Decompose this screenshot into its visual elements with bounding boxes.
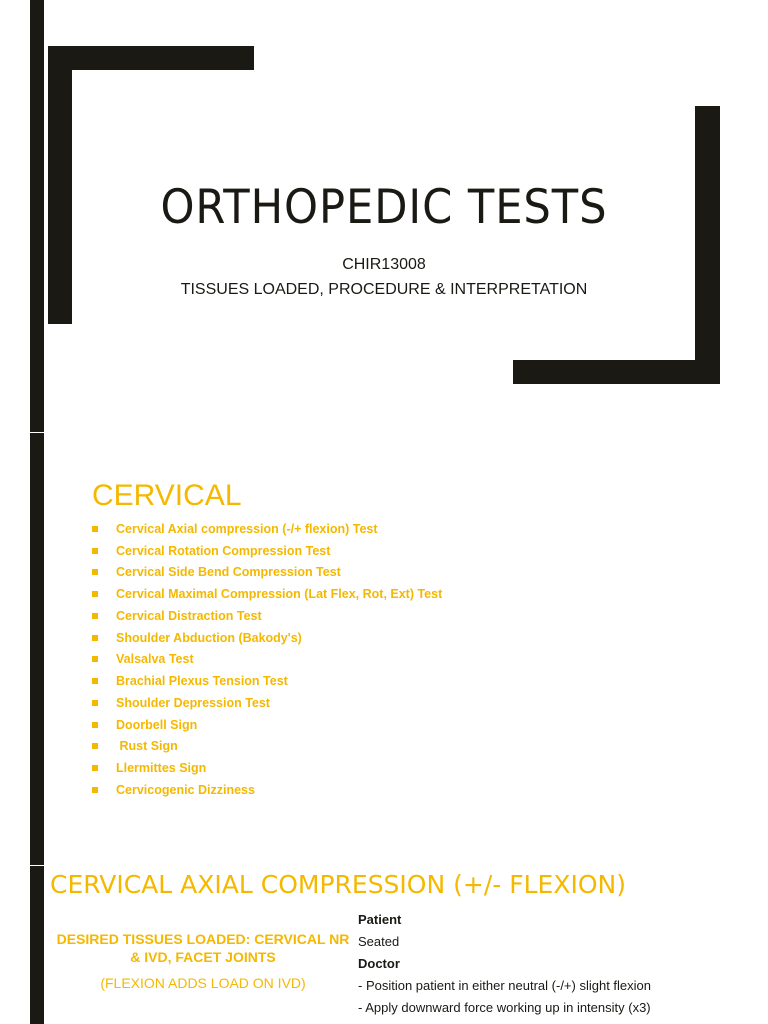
- square-bullet-icon: [92, 569, 98, 575]
- procedure-panel: [358, 912, 758, 1022]
- square-bullet-icon: [92, 678, 98, 684]
- list-item-label: Llermittes Sign: [116, 761, 207, 776]
- list-item-label: Cervical Maximal Compression (Lat Flex, Rot, Ext) Test: [116, 587, 443, 602]
- axial-compression-slide: [0, 866, 768, 1024]
- title-slide: [0, 0, 768, 432]
- square-bullet-icon: [92, 787, 98, 793]
- patient-label: Patient: [358, 912, 402, 927]
- square-bullet-icon: [92, 548, 98, 554]
- square-bullet-icon: [92, 591, 98, 597]
- list-item: [92, 670, 442, 692]
- bracket-bottom-right-vertical: [695, 106, 720, 384]
- square-bullet-icon: [92, 656, 98, 662]
- page-title: ORTHOPEDIC TESTS: [160, 180, 608, 235]
- doctor-step: - Apply downward force working up in intensity (x3): [358, 1000, 651, 1015]
- list-item: [92, 518, 442, 540]
- tissues-loaded-text: DESIRED TISSUES LOADED: CERVICAL NR & IVD, FACET JOINTS: [56, 931, 350, 965]
- list-item-label: Cervical Side Bend Compression Test: [116, 565, 341, 580]
- list-item: [92, 757, 442, 779]
- square-bullet-icon: [92, 613, 98, 619]
- flexion-note: (FLEXION ADDS LOAD ON IVD): [100, 975, 306, 991]
- test-heading: CERVICAL AXIAL COMPRESSION (+/- FLEXION): [50, 870, 626, 899]
- course-code: CHIR13008: [342, 256, 426, 273]
- subtitle: TISSUES LOADED, PROCEDURE & INTERPRETATION: [180, 281, 588, 298]
- list-item-label: Shoulder Abduction (Bakody's): [116, 630, 302, 645]
- patient-text: Seated: [358, 934, 400, 949]
- square-bullet-icon: [92, 635, 98, 641]
- list-item: [92, 779, 442, 801]
- section-heading: CERVICAL: [92, 479, 242, 512]
- list-item: [92, 627, 442, 649]
- left-accent-bar: [30, 866, 44, 1024]
- list-item-label: Cervical Rotation Compression Test: [116, 543, 331, 558]
- list-item-label: Doorbell Sign: [116, 717, 198, 732]
- list-item: [92, 714, 442, 736]
- list-item-label: Rust Sign: [116, 739, 178, 754]
- list-item: [92, 649, 442, 671]
- left-accent-bar: [30, 433, 44, 865]
- list-item: [92, 583, 442, 605]
- test-list: [92, 518, 442, 801]
- square-bullet-icon: [92, 765, 98, 771]
- doctor-step: - Position patient in either neutral (-/+) slight flexion: [358, 978, 652, 993]
- list-item: [92, 540, 442, 562]
- square-bullet-icon: [92, 700, 98, 706]
- list-item-label: Shoulder Depression Test: [116, 695, 270, 710]
- bracket-bottom-right-horizontal: [513, 360, 720, 384]
- list-item: [92, 605, 442, 627]
- tissues-panel: [50, 930, 356, 991]
- list-item-label: Cervical Axial compression (-/+ flexion) Test: [116, 521, 378, 536]
- list-item: [92, 692, 442, 714]
- square-bullet-icon: [92, 743, 98, 749]
- bracket-top-left-horizontal: [48, 46, 254, 70]
- list-item: [92, 562, 442, 584]
- list-item-label: Cervical Distraction Test: [116, 608, 262, 623]
- list-item-label: Valsalva Test: [116, 652, 194, 667]
- square-bullet-icon: [92, 526, 98, 532]
- cervical-list-slide: [0, 433, 768, 865]
- list-item: [92, 736, 442, 758]
- doctor-label: Doctor: [358, 956, 400, 971]
- list-item-label: Brachial Plexus Tension Test: [116, 674, 288, 689]
- square-bullet-icon: [92, 722, 98, 728]
- list-item-label: Cervicogenic Dizziness: [116, 782, 255, 797]
